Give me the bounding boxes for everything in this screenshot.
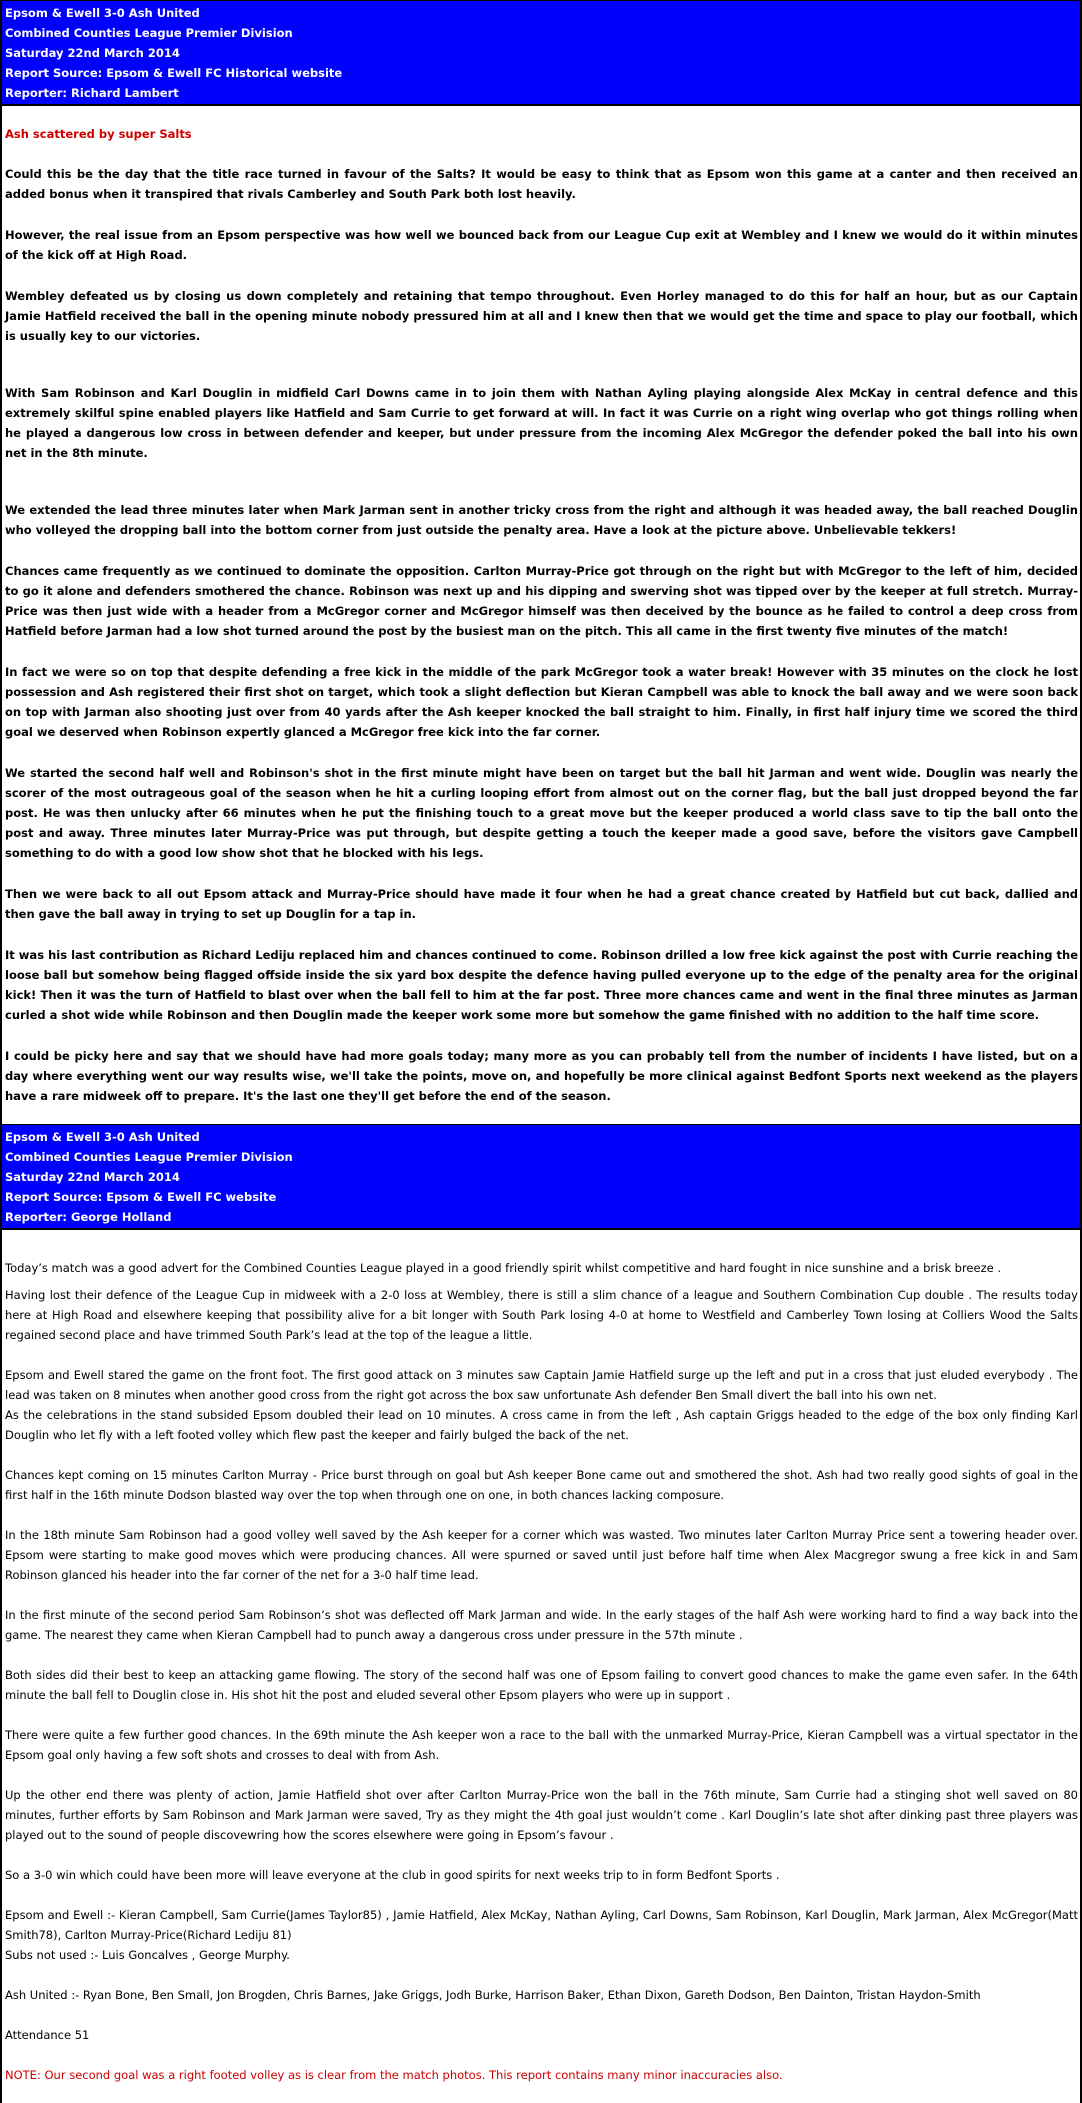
paragraph: We extended the lead three minutes later when Mark Jarman sent in another tricky cross from the right and although it was headed away, the ball reached Douglin who volleyed the dropping ball into the bottom corner from just outside the penalty area. Have a look at the picture above. Unbelievable tekkers! (5, 503, 1078, 537)
match-date: Saturday 22nd March 2014 (5, 1170, 180, 1184)
paragraph: In fact we were so on top that despite defending a free kick in the middle of the park McGregor took a water break! However with 35 minutes on the clock he lost possession and Ash registered their first shot on target, which took a slight deflection but Kieran Campbell was able to knock the ball away and we were soon back on top with Jarman also shooting just over from 40 yards after the Ash keeper knocked the ball straight to him. Finally, in first half injury time we scored the third goal we deserved when Robinson expertly glanced a McGregor free kick into the far corner. (5, 665, 1078, 739)
report-body (2, 126, 1080, 1124)
paragraph: Chances kept coming on 15 minutes Carlton Murray - Price burst through on goal but Ash keeper Bone came out and smothered the shot. Ash had two really good sights of goal in the first half in the 16th minute Dodson blasted way over the top when through one on one, in both chances lacking composure. (5, 1468, 1078, 1502)
away-lineup: Ash United :- Ryan Bone, Ben Small, Jon Brogden, Chris Barnes, Jake Griggs, Jodh Burke, Harrison Baker, Ethan Dixon, Gareth Dodson, Ben Dainton, Tristan Haydon-Smith (5, 1988, 981, 2002)
paragraph: Then we were back to all out Epsom attack and Murray-Price should have made it four when he had a great chance created by Hatfield but cut back, dallied and then gave the ball away in trying to set up Douglin for a tap in. (5, 887, 1078, 921)
paragraph: We started the second half well and Robinson's shot in the first minute might have been on target but the ball hit Jarman and went wide. Douglin was nearly the scorer of the most outrageous goal of the season when he hit a curling looping effort from almost out on the corner flag, but the ball just dropped beyond the far post. He was then unlucky after 66 minutes when he put the finishing touch to a great move but the keeper produced a world class save to tip the ball onto the post and away. Three minutes later Murray-Price was put through, but despite getting a touch the keeper made a good save, before the visitors gave Campbell something to do with a good low show shot that he blocked with his legs. (5, 766, 1078, 860)
match-title: Epsom & Ewell 3-0 Ash United (5, 6, 200, 20)
competition: Combined Counties League Premier Division (5, 1150, 293, 1164)
paragraph: Epsom and Ewell stared the game on the front foot. The first good attack on 3 minutes saw Captain Jamie Hatfield surge up the left and put in a cross that just eluded everybody . The lead was taken on 8 minutes when another good cross from the right got across the box saw unfortunate Ash defender Ben Small divert the ball into his own net. (5, 1368, 1078, 1402)
subs-not-used: Subs not used :- Luis Goncalves , George Murphy. (5, 1948, 290, 1962)
paragraph: Both sides did their best to keep an attacking game flowing. The story of the second half was one of Epsom failing to convert good chances to make the game even safer. In the 64th minute the ball fell to Douglin close in. His shot hit the post and eluded several other Epsom players who were up in support . (5, 1668, 1078, 1702)
editor-note: NOTE: Our second goal was a right footed volley as is clear from the match photos. This report contains many minor inaccuracies also. (5, 2068, 783, 2082)
competition: Combined Counties League Premier Division (5, 26, 293, 40)
paragraph: I could be picky here and say that we should have had more goals today; many more as you can probably tell from the number of incidents I have listed, but on a day where everything went our way results wise, we'll take the points, move on, and hopefully be more clinical against Bedfont Sports next weekend as the players have a rare midweek off to prepare. It's the last one they'll get before the end of the season. (5, 1049, 1078, 1103)
report-header (2, 1124, 1080, 1230)
paragraph: Today’s match was a good advert for the Combined Counties League played in a good friendly spirit whilst competitive and hard fought in nice sunshine and a brisk breeze . (5, 1261, 1002, 1275)
paragraph: Up the other end there was plenty of action, Jamie Hatfield shot over after Carlton Murray-Price won the ball in the 76th minute, Sam Currie had a stinging shot well saved on 80 minutes, further efforts by Sam Robinson and Mark Jarman were saved, Try as they might the 4th goal just wouldn’t come . Karl Douglin’s late shot after dinking past three players was played out to the sound of people discovewring how the scores elsewhere were going in Epsom’s favour . (5, 1788, 1078, 1842)
paragraph: Could this be the day that the title race turned in favour of the Salts? It would be easy to think that as Epsom won this game at a canter and then received an added bonus when it transpired that rivals Camberley and South Park both lost heavily. (5, 167, 1078, 201)
paragraph: With Sam Robinson and Karl Douglin in midfield Carl Downs came in to join them with Nathan Ayling playing alongside Alex McKay in central defence and this extremely skilful spine enabled players like Hatfield and Sam Currie to get forward at will. In fact it was Currie on a right wing overlap who got things rolling when he played a dangerous low cross in between defender and keeper, but under pressure from the incoming Alex McGregor the defender poked the ball into his own net in the 8th minute. (5, 386, 1078, 460)
paragraph: It was his last contribution as Richard Lediju replaced him and chances continued to come. Robinson drilled a low free kick against the post with Currie reaching the loose ball but somehow being flagged offside inside the six yard box despite the defence having pulled everyone up to the edge of the penalty area for the original kick! Then it was the turn of Hatfield to blast over when the ball fell to him at the far post. Three more chances came and went in the final three minutes as Jarman curled a shot wide while Robinson and then Douglin made the keeper work some more but somehow the game finished with no addition to the half time score. (5, 948, 1078, 1022)
paragraph: Wembley defeated us by closing us down completely and retaining that tempo throughout. Even Horley managed to do this for half an hour, but as our Captain Jamie Hatfield received the ball in the opening minute nobody pressured him at all and I knew then that we would get the time and space to play our football, which is usually key to our victories. (5, 289, 1078, 343)
paragraph: As the celebrations in the stand subsided Epsom doubled their lead on 10 minutes. A cross came in from the left , Ash captain Griggs headed to the edge of the box only finding Karl Douglin who let fly with a left footed volley which flew past the keeper and fairly bulged the back of the net. (5, 1408, 1078, 1442)
paragraph: However, the real issue from an Epsom perspective was how well we bounced back from our League Cup exit at Wembley and I knew we would do it within minutes of the kick off at High Road. (5, 228, 1078, 262)
attendance: Attendance 51 (5, 2028, 90, 2042)
home-lineup: Epsom and Ewell :- Kieran Campbell, Sam Currie(James Taylor85) , Jamie Hatfield, Alex McKay, Nathan Ayling, Carl Downs, Sam Robinson, Karl Douglin, Mark Jarman, Alex McGregor(Matt Smith78), Carlton Murray-Price(Richard Lediju 81) (5, 1908, 1078, 1942)
report-source: Report Source: Epsom & Ewell FC Historical website (5, 66, 343, 80)
paragraph: Having lost their defence of the League Cup in midweek with a 2-0 loss at Wembley, there is still a slim chance of a league and Southern Combination Cup double . The results today here at High Road and elsewhere keeping that possibility alive for a bit longer with South Park losing 4-0 at home to Westfield and Camberley Town losing at Colliers Wood the Salts regained second place and have trimmed South Park’s lead at the top of the league a little. (5, 1288, 1078, 1342)
paragraph: So a 3-0 win which could have been more will leave everyone at the club in good spirits for next weeks trip to in form Bedfont Sports . (5, 1868, 780, 1882)
paragraph: Chances came frequently as we continued to dominate the opposition. Carlton Murray-Price got through on the right but with McGregor to the left of him, decided to go it alone and defenders smothered the chance. Robinson was next up and his dipping and swerving shot was tipped over by the keeper at full stretch. Murray-Price was then just wide with a header from a McGregor corner and McGregor himself was then deceived by the bounce as he failed to control a deep cross from Hatfield before Jarman had a low shot turned around the post by the busiest man on the pitch. This all came in the first twenty five minutes of the match! (5, 564, 1078, 638)
match-report-2 (0, 1124, 1082, 2103)
paragraph: In the first minute of the second period Sam Robinson’s shot was deflected off Mark Jarman and wide. In the early stages of the half Ash were working hard to find a way back into the game. The nearest they came when Kieran Campbell had to punch away a dangerous cross under pressure in the 57th minute . (5, 1608, 1078, 1642)
reporter: Reporter: Richard Lambert (5, 86, 179, 100)
report-source: Report Source: Epsom & Ewell FC website (5, 1190, 277, 1204)
match-title: Epsom & Ewell 3-0 Ash United (5, 1130, 200, 1144)
report-body (2, 1258, 1080, 2103)
report-headline: Ash scattered by super Salts (5, 127, 192, 141)
match-date: Saturday 22nd March 2014 (5, 46, 180, 60)
report-header (2, 0, 1080, 106)
reporter: Reporter: George Holland (5, 1210, 172, 1224)
paragraph: There were quite a few further good chances. In the 69th minute the Ash keeper won a race to the ball with the unmarked Murray-Price, Kieran Campbell was a virtual spectator in the Epsom goal only having a few soft shots and crosses to deal with from Ash. (5, 1728, 1078, 1762)
paragraph: In the 18th minute Sam Robinson had a good volley well saved by the Ash keeper for a corner which was wasted. Two minutes later Carlton Murray Price sent a towering header over. Epsom were starting to make good moves which were producing chances. All were spurned or saved until just before half time when Alex Macgregor swung a free kick in and Sam Robinson glanced his header into the far corner of the net for a 3-0 half time lead. (5, 1528, 1078, 1582)
